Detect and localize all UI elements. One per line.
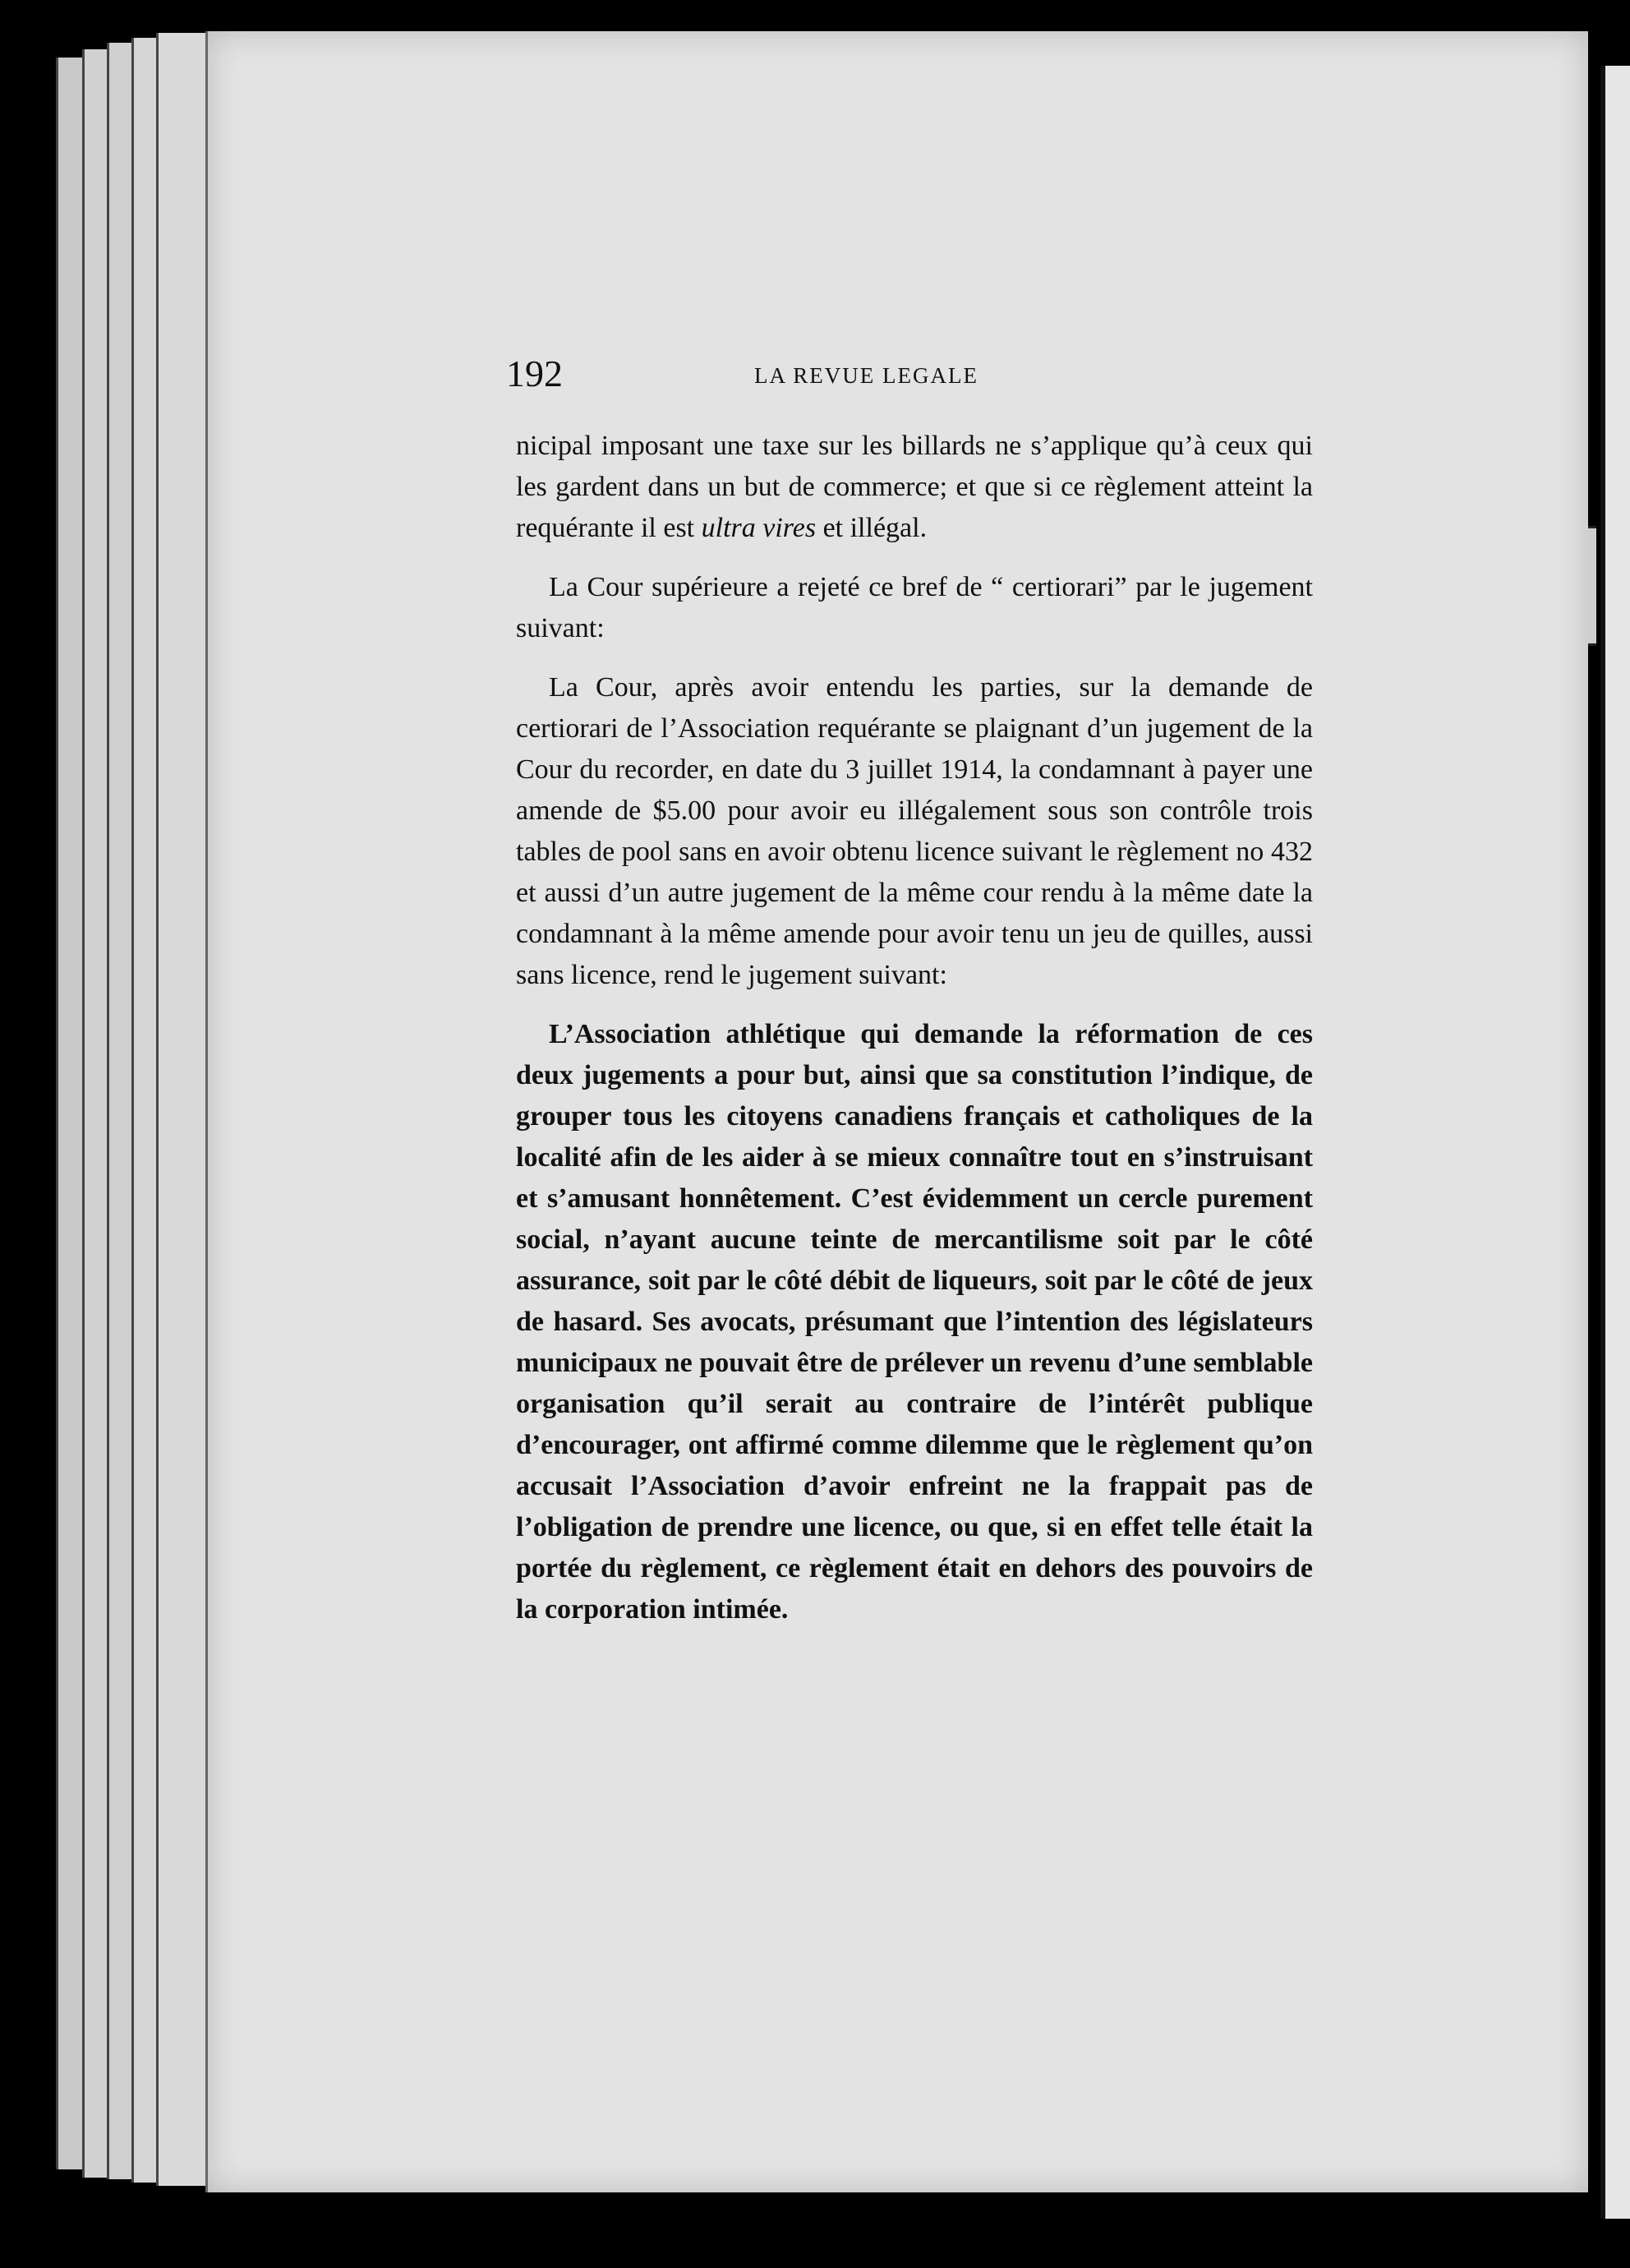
paragraph xyxy=(516,426,1313,549)
running-head xyxy=(506,352,1313,409)
italic-text-run: ultra vires xyxy=(701,513,817,543)
book-page xyxy=(205,31,1588,2192)
page-number: 192 xyxy=(506,353,563,394)
paragraph xyxy=(516,1014,1313,1630)
text-run: L’Association athlétique qui demande la réformation de ces deux jugements a pour but, ainsi que sa constitution l’indique, de grouper tous les citoyens canadiens français et catholiques de la localité afin de les aider à se mieux connaître tout en s’instruisant et s’amusant honnêtement. C’est évidemment un cercle purement social, n’ayant aucune teinte de mercantilisme soit par le côté assurance, soit par le côté débit de liqueurs, soit par le côté de jeux de hasard. Ses avocats, présumant que l’intention des législateurs municipaux ne pouvait être de prélever un revenu d’une semblable organisation qu’il serait au contraire de l’intérêt publique d’encourager, ont affirmé comme dilemme que le règlement qu’on accusait l’Association d’avoir enfreint ne la frappait pas de l’obligation de prendre une licence, ou que, si en effet telle était la portée du règlement, ce règlement était en dehors des pouvoirs de la corporation intimée. xyxy=(516,1019,1313,1625)
paragraph xyxy=(516,567,1313,649)
page-content xyxy=(506,352,1313,1648)
text-run: nicipal imposant une taxe sur les billards ne s’applique qu’à ceux qui les gardent dans un but de commerce; et que si ce règlement atteint la requérante il est xyxy=(516,431,1313,543)
paragraph xyxy=(516,667,1313,996)
text-run: La Cour, après avoir entendu les parties, sur la demande de certiorari de l’Association requérante se plaignant d’un jugement de la Cour du recorder, en date du 3 juillet 1914, la condamnant à payer une amende de $5.00 pour avoir eu illégalement sous son contrôle trois tables de pool sans en avoir obtenu licence suivant le règlement no 432 et aussi d’un autre jugement de la même cour rendu à la même date la condamnant à la même amende pour avoir tenu un jeu de quilles, aussi sans licence, rend le jugement suivant: xyxy=(516,672,1313,990)
body-text xyxy=(516,426,1313,1630)
text-run: et illégal. xyxy=(816,513,928,543)
journal-title: LA REVUE LEGALE xyxy=(754,363,978,388)
text-run: La Cour supérieure a rejeté ce bref de “ certiorari” par le jugement suivant: xyxy=(516,572,1313,643)
next-leaf-edge xyxy=(1600,66,1630,2219)
